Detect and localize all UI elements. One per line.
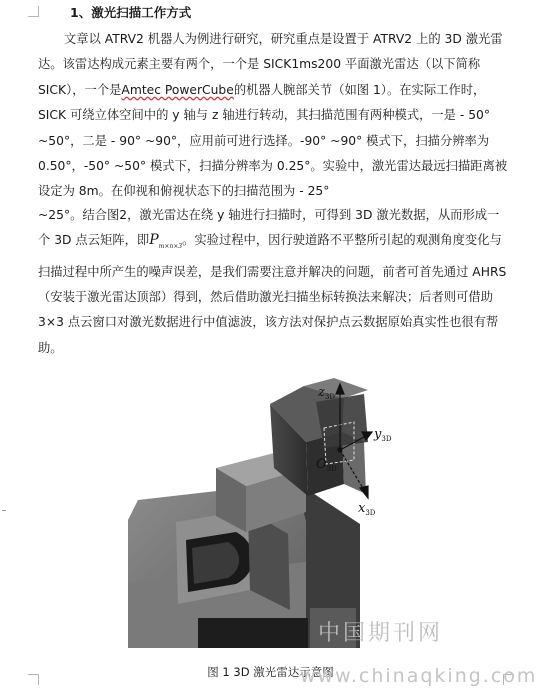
paragraph-2-text-a: ~25°。结合图2，激光雷达在绕 y 轴进行扫描时，可得到 3D 激光数据，从而形成一个 3D 点云矩阵，即 [38,208,500,248]
figure-caption: 图 1 3D 激光雷达示意图 [207,665,334,679]
watermark-chinese: 中国期刊网 [318,621,444,646]
paragraph-1-text-b: 的机器人腕部关节（如图 1）。在实际工作时，SICK 可绕立体空间中的 y 轴与 z 轴进行转动，其扫描范围有两种模式，一是 - 50° ~50°，二是 - 90° ~90°，应用前可进行选择。-90° ~90° 模式下，扫描分辨率为 0.50°，-50° ~50° 模式下，扫描分辨率为 0.25°。实验中，激光雷达最远扫描距离被设定为 8m。在仰视和俯视状态下的扫描范围为 - 25° [38,82,508,199]
paragraph-1-text-a: 文章以 ATRV2 机器人为例进行研究，研究重点是设置于 ATRV2 上的 3D 激光雷达。该雷达构成元素主要有两个，一个是 SICK1ms200 平面激光雷达（以下简称 SICK），一个是 [38,32,503,97]
paragraph-1 [38,27,508,205]
paragraph-2 [38,203,508,361]
y-axis-label: $y_{3D}$ [374,427,392,443]
spellcheck-underlined-term: Amtec PowerCube [121,82,234,97]
matrix-symbol-main: P [149,232,159,249]
section-heading: 1、激光扫描工作方式 [70,5,192,20]
page-corner-mark [28,6,39,17]
watermark-url: www.chinaqking.com [300,665,538,687]
origin-label: $O_{3D}$ [316,457,337,473]
margin-marker [2,510,6,511]
matrix-symbol-subscript: m×n×3 [158,243,183,251]
paragraph-2-text-b: 。实验过程中，因行驶道路不平整所引起的观测角度变化与扫描过程中所产生的噪声误差，是我们需要注意并解决的问题，前者可首先通过 AHRS（安装于激光雷达顶部）得到，然后借助激光扫描坐标转换法来解决；后者则可借助 3×3 点云窗口对激光数据进行中值滤波，该方法对保护点云数据原始真实性也很有帮助。 [38,233,507,355]
z-axis-label: $z_{3D}$ [318,385,335,401]
lidar-diagram-figure [128,372,504,648]
point-cloud-matrix-symbol [149,232,183,251]
x-axis-label: $x_{3D}$ [358,501,376,517]
